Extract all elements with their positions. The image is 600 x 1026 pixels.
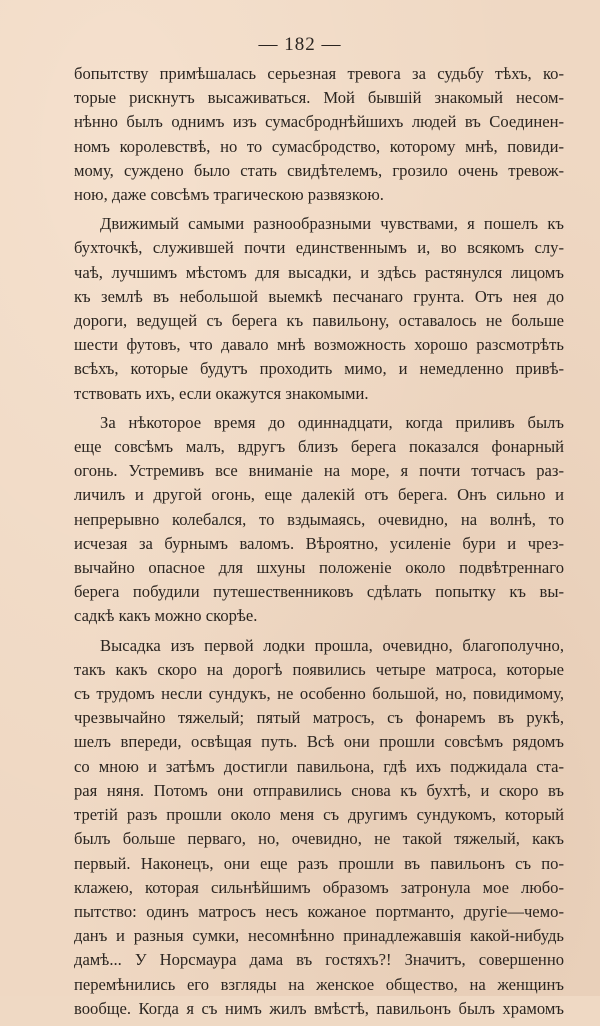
text-line: перемѣнились его взгляды на женское общество, на женщинъ [74, 974, 564, 994]
paragraph-3 [74, 411, 564, 629]
text-line: непрерывно колебался, то вздымаясь, очевидно, на волнѣ, то [74, 509, 564, 529]
text-line: берега побудили путешественниковъ сдѣлать попытку къ вы- [74, 582, 564, 602]
text-line: чаѣ, лучшимъ мѣстомъ для высадки, и здѣсь растянулся лицомъ [74, 262, 564, 282]
paragraph-2 [74, 212, 564, 406]
paragraph-1 [74, 62, 564, 207]
text-line: былъ больше перваго, но, очевидно, не такой тяжелый, какъ [74, 829, 564, 849]
text-line: всѣхъ, которые будутъ проходить мимо, и немедленно привѣ- [74, 359, 564, 379]
text-line: дамѣ... У Норсмаура дама въ гостяхъ?! Значитъ, совершенно [74, 950, 564, 970]
text-line: дороги, ведущей съ берега къ павильону, оставалось не больше [74, 311, 564, 331]
text-line: такъ какъ скоро на дорогѣ появились четыре матроса, которые [74, 659, 564, 679]
text-line: огонь. Устремивъ все вниманіе на море, я почти тотчасъ раз- [74, 461, 564, 481]
text-line: номъ королевствѣ, но то сумасбродство, которому мнѣ, повиди- [74, 136, 564, 156]
text-line: личилъ и другой огонь, еще далекій отъ берега. Онъ сильно и [74, 485, 564, 505]
text-line: пытство: одинъ матросъ несъ кожаное портманто, другіе—чемо- [74, 901, 564, 921]
text-line: Движимый самыми разнообразными чувствами, я пошелъ къ [100, 214, 564, 234]
text-line: торые рискнутъ высаживаться. Мой бывшій знакомый несом- [74, 88, 564, 108]
text-line: ною, даже совсѣмъ трагическою развязкою. [74, 185, 384, 205]
text-line: данъ и разныя сумки, несомнѣнно принадлежавшія какой-нибудь [74, 926, 564, 946]
paragraph-4 [74, 634, 564, 1021]
text-line: За нѣкоторое время до одиннадцати, когда приливъ былъ [100, 412, 564, 432]
text-line: мому, суждено было стать свидѣтелемъ, грозило очень тревож- [74, 160, 564, 180]
text-line: третій разъ прошли около меня съ другимъ сундукомъ, который [74, 805, 564, 825]
page-number: — 182 — [258, 34, 342, 55]
body-text [74, 62, 564, 1026]
text-line: шести футовъ, что давало мнѣ возможность хорошо разсмотрѣть [74, 335, 564, 355]
text-line: бухточкѣ, служившей почти единственнымъ и, во всякомъ слу- [74, 238, 564, 258]
text-line: тствовать ихъ, если окажутся знакомыми. [74, 383, 369, 403]
text-line: садкѣ какъ можно скорѣе. [74, 606, 258, 626]
text-line: нѣнно былъ однимъ изъ сумасброднѣйшихъ людей въ Соединен- [74, 112, 564, 132]
text-line: съ трудомъ несли сундукъ, не особенно большой, но, повидимому, [74, 684, 564, 704]
text-line: первый. Наконецъ, они еще разъ прошли въ павильонъ съ по- [74, 853, 564, 873]
text-line: вычайно опасное для шхуны положеніе около подвѣтреннаго [74, 558, 564, 578]
text-line: вообще. Когда я съ нимъ жилъ вмѣстѣ, павильонъ былъ храмомъ [74, 998, 564, 1018]
text-line: исчезая за бурнымъ валомъ. Вѣроятно, усиленіе бури и чрез- [74, 533, 564, 553]
text-line: къ землѣ въ небольшой выемкѣ песчанаго грунта. Отъ нея до [74, 286, 564, 306]
text-line: со мною и затѣмъ достигли павильона, гдѣ ихъ поджидала ста- [74, 756, 564, 776]
text-line: еще совсѣмъ малъ, вдругъ близъ берега показался фонарный [74, 437, 564, 457]
text-line: бопытству примѣшалась серьезная тревога за судьбу тѣхъ, ко- [74, 64, 564, 83]
text-line: чрезвычайно тяжелый; пятый матросъ, съ фонаремъ въ рукѣ, [74, 708, 564, 728]
text-line: рая няня. Потомъ они отправились снова къ бухтѣ, и скоро въ [74, 780, 564, 800]
text-line: клажею, которая сильнѣйшимъ образомъ затронула мое любо- [74, 877, 564, 897]
text-line: шелъ впереди, освѣщая путь. Всѣ они прошли совсѣмъ рядомъ [74, 732, 564, 752]
text-line: Высадка изъ первой лодки прошла, очевидно, благополучно, [100, 635, 564, 655]
